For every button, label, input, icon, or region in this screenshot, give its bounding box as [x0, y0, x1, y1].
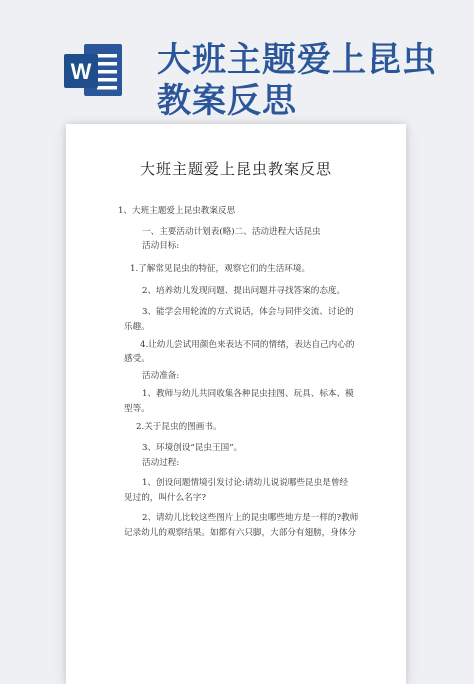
doc-line: 3、能学会用轮流的方式说话，体会与同伴交流、讨论的	[142, 307, 354, 317]
doc-line: 感受。	[124, 354, 150, 364]
word-logo-icon	[62, 40, 126, 104]
doc-line: 2.关于昆虫的图画书。	[136, 422, 222, 432]
doc-line: 型等。	[124, 404, 150, 414]
doc-line: 1、教师与幼儿共同收集各种昆虫挂图、玩具、标本、模	[142, 389, 354, 399]
doc-line: 4.让幼儿尝试用颜色来表达不同的情绪，表达自己内心的	[140, 340, 355, 350]
doc-line: 3、环境创设“昆虫王国”。	[142, 443, 243, 453]
doc-line: 活动准备:	[142, 371, 180, 381]
document-page	[66, 124, 406, 684]
doc-line: 记录幼儿的观察结果。如都有六只脚，大部分有翅膀，身体分	[124, 528, 357, 538]
document-title: 大班主题爱上昆虫教案反思	[139, 160, 332, 178]
doc-line: 活动目标:	[142, 241, 180, 251]
doc-line: 1.了解常见昆虫的特征，观察它们的生活环境。	[130, 264, 311, 274]
doc-line: 一、主要活动计划表(略)二、活动进程大话昆虫	[142, 227, 321, 237]
doc-line: 1、创设问题情境引发讨论:请幼儿说说哪些昆虫是曾经	[142, 478, 349, 488]
doc-line: 见过的，叫什么名字?	[124, 493, 206, 503]
doc-line: 活动过程:	[142, 458, 180, 468]
doc-line: 乐趣。	[124, 322, 150, 332]
doc-line: 2、培养幼儿发现问题、提出问题并寻找答案的态度。	[142, 286, 346, 296]
doc-line: 2、请幼儿比较这些图片上的昆虫哪些地方是一样的?教师	[142, 513, 359, 523]
banner-title: 大班主题爱上昆虫教案反思	[157, 40, 437, 121]
word-logo-letter: W	[70, 59, 92, 84]
doc-line: 1、大班主题爱上昆虫教案反思	[118, 206, 236, 216]
